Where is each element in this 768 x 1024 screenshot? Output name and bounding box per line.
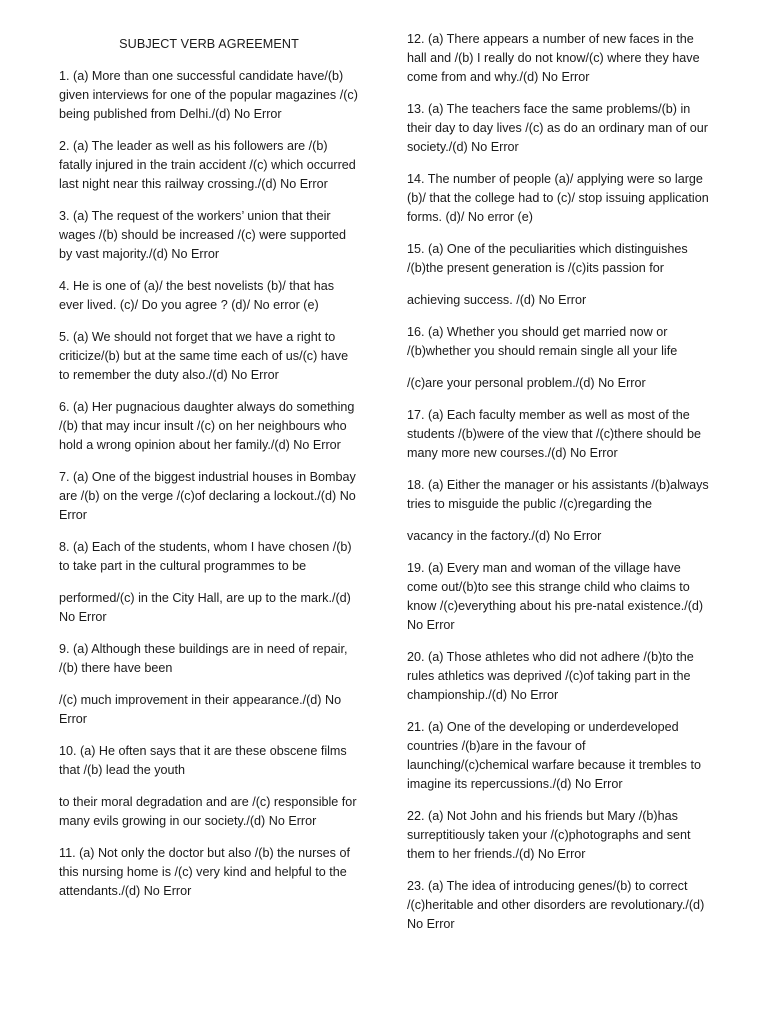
question-text: 4. He is one of (a)/ the best novelists (b)/ that has ever lived. (c)/ Do you agree ? (d)/ No error (e) <box>59 279 335 312</box>
question-q4 <box>59 277 359 315</box>
question-text: 17. (a) Each faculty member as well as most of the students /(b)were of the view that /(c)there should be many more new courses./(d) No Error <box>407 408 702 460</box>
question-q8 <box>59 538 359 627</box>
question-q20 <box>407 648 709 705</box>
question-q19 <box>407 559 709 635</box>
question-text: 23. (a) The idea of introducing genes/(b) to correct /(c)heritable and other disorders are revolutionary./(d) No Error <box>407 879 705 931</box>
question-q18 <box>407 476 709 546</box>
question-text: to their moral degradation and are /(c) responsible for many evils growing in our society./(d) No Error <box>59 795 357 828</box>
question-q21 <box>407 718 709 794</box>
question-text: 10. (a) He often says that it are these obscene films that /(b) lead the youth <box>59 744 347 777</box>
question-q7 <box>59 468 359 525</box>
question-q3 <box>59 207 359 264</box>
question-q16 <box>407 323 709 393</box>
question-text: 6. (a) Her pugnacious daughter always do something /(b) that may incur insult /(c) on her neighbours who hold a wrong opinion about her family./(d) No Error <box>59 400 355 452</box>
document-title: SUBJECT VERB AGREEMENT <box>119 37 299 51</box>
question-text: 20. (a) Those athletes who did not adhere /(b)to the rules athletics was deprived /(c)of taking part in the championship./(d) No Error <box>407 650 694 702</box>
question-text: 2. (a) The leader as well as his followers are /(b) fatally injured in the train accident /(c) which occurred last night near this railway crossing./(d) No Error <box>59 139 356 191</box>
question-text: 16. (a) Whether you should get married now or /(b)whether you should remain single all your life <box>407 325 678 358</box>
question-text: /(c) much improvement in their appearance./(d) No Error <box>59 693 342 726</box>
question-q12 <box>407 30 709 87</box>
question-q17 <box>407 406 709 463</box>
question-text: 11. (a) Not only the doctor but also /(b) the nurses of this nursing home is /(c) very kind and helpful to the attendants./(d) No Error <box>59 846 350 898</box>
question-q10 <box>59 742 359 831</box>
question-text: 21. (a) One of the developing or underdeveloped countries /(b)are in the favour of launching/(c)chemical warfare because it trembles to imagine its repercussions./(d) No Error <box>407 720 701 791</box>
question-text: 12. (a) There appears a number of new faces in the hall and /(b) I really do not know/(c) where they have come from and why./(d) No Error <box>407 32 700 84</box>
question-text: 1. (a) More than one successful candidate have/(b) given interviews for one of the popular magazines /(c) being published from Delhi./(d) No Error <box>59 69 358 121</box>
question-text: 9. (a) Although these buildings are in need of repair, /(b) there have been <box>59 642 348 675</box>
right-column <box>407 30 709 947</box>
question-text: 8. (a) Each of the students, whom I have chosen /(b) to take part in the cultural programmes to be <box>59 540 352 573</box>
question-text: achieving success. /(d) No Error <box>407 293 587 307</box>
question-text: 19. (a) Every man and woman of the village have come out/(b)to see this strange child who claims to know /(c)everything about his pre-natal existence./(d) No Error <box>407 561 704 632</box>
question-text: 3. (a) The request of the workers’ union that their wages /(b) should be increased /(c) were supported by vast majority./(d) No Error <box>59 209 347 261</box>
question-text: 18. (a) Either the manager or his assistants /(b)always tries to misguide the public /(c)regarding the <box>407 478 709 511</box>
question-q15 <box>407 240 709 310</box>
question-text: 15. (a) One of the peculiarities which distinguishes /(b)the present generation is /(c)its passion for <box>407 242 688 275</box>
question-q13 <box>407 100 709 157</box>
left-column <box>59 30 359 914</box>
question-text: performed/(c) in the City Hall, are up to the mark./(d) No Error <box>59 591 351 624</box>
question-text: vacancy in the factory./(d) No Error <box>407 529 602 543</box>
question-q2 <box>59 137 359 194</box>
question-q23 <box>407 877 709 934</box>
question-text: 7. (a) One of the biggest industrial houses in Bombay are /(b) on the verge /(c)of declaring a lockout./(d) No Error <box>59 470 356 522</box>
question-q5 <box>59 328 359 385</box>
question-text: 14. The number of people (a)/ applying were so large (b)/ that the college had to (c)/ stop issuing application forms. (d)/ No error (e) <box>407 172 709 224</box>
question-q9 <box>59 640 359 729</box>
question-q1 <box>59 67 359 124</box>
question-text: 22. (a) Not John and his friends but Mary /(b)has surreptitiously taken your /(c)photographs and sent them to her friends./(d) No Error <box>407 809 691 861</box>
question-q11 <box>59 844 359 901</box>
question-q22 <box>407 807 709 864</box>
question-q6 <box>59 398 359 455</box>
question-text: 5. (a) We should not forget that we have a right to criticize/(b) but at the same time each of us/(c) have to remember the duty also./(d) No Error <box>59 330 349 382</box>
question-text: /(c)are your personal problem./(d) No Error <box>407 376 646 390</box>
question-text: 13. (a) The teachers face the same problems/(b) in their day to day lives /(c) as do an ordinary man of our society./(d) No Error <box>407 102 708 154</box>
question-q14 <box>407 170 709 227</box>
